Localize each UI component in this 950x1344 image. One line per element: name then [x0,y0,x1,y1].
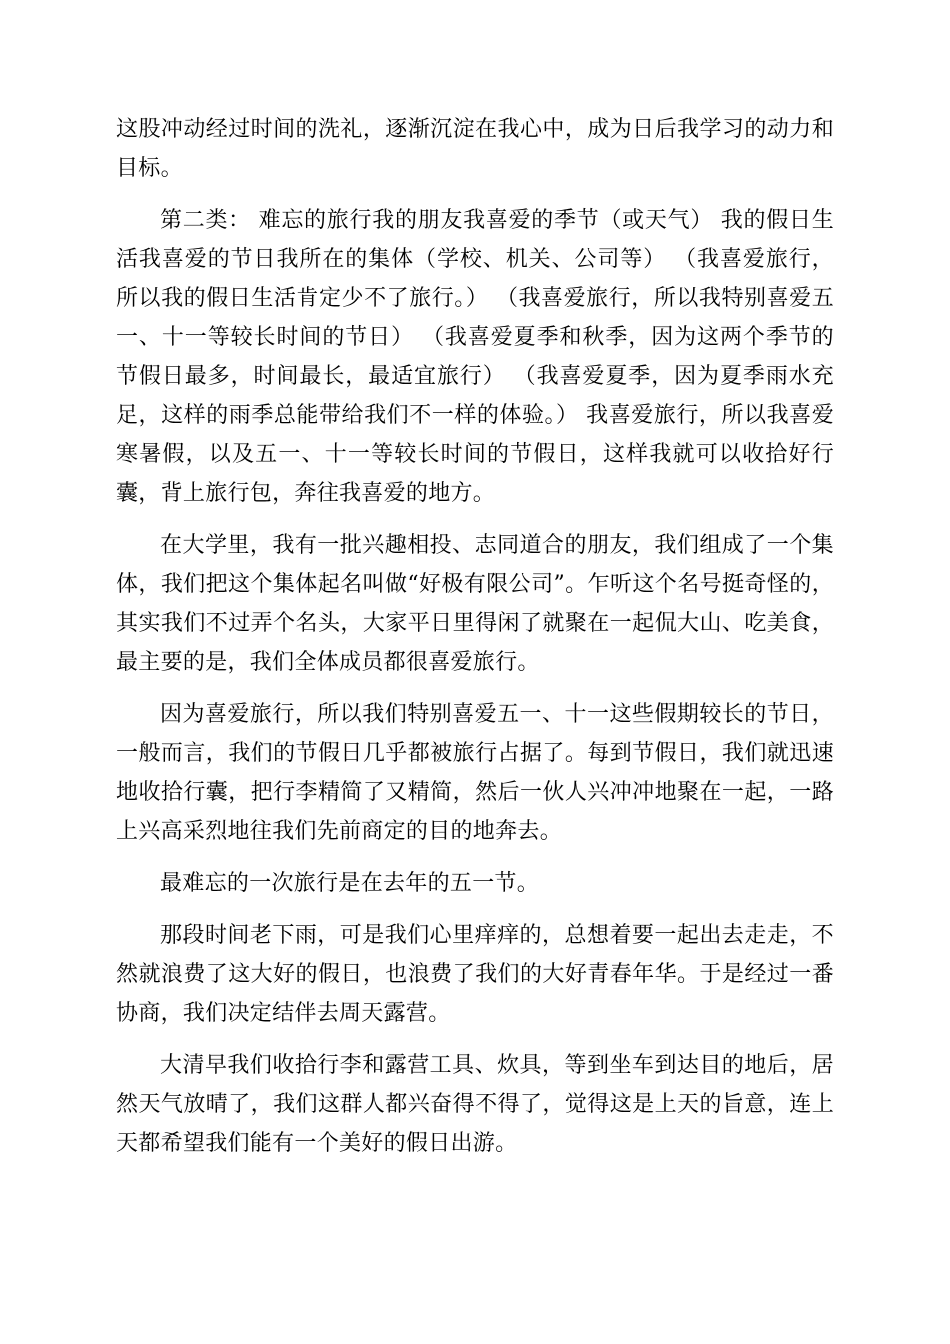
paragraph-3: 在大学里，我有一批兴趣相投、志同道合的朋友，我们组成了一个集体，我们把这个集体起名叫做“好极有限公司”。乍听这个名号挺奇怪的，其实我们不过弄个名头，大家平日里得闲了就聚在一起侃大山、吃美食，最主要的是，我们全体成员都很喜爱旅行。 [116,533,834,675]
paragraph-1: 这股冲动经过时间的洗礼，逐渐沉淀在我心中，成为日后我学习的动力和目标。 [116,117,834,181]
paragraph-5: 最难忘的一次旅行是在去年的五一节。 [160,871,540,896]
paragraph-4: 因为喜爱旅行，所以我们特别喜爱五一、十一这些假期较长的节日，一般而言，我们的节假日几乎都被旅行占据了。每到节假日，我们就迅速地收拾行囊，把行李精简了又精简，然后一伙人兴冲冲地聚在一起，一路上兴高采烈地往我们先前商定的目的地奔去。 [116,702,834,844]
paragraph-7: 大清早我们收拾行李和露营工具、炊具，等到坐车到达目的地后，居然天气放晴了，我们这群人都兴奋得不得了，觉得这是上天的旨意，连上天都希望我们能有一个美好的假日出游。 [116,1053,834,1156]
paragraph-6: 那段时间老下雨，可是我们心里痒痒的，总想着要一起出去走走，不然就浪费了这大好的假日，也浪费了我们的大好青春年华。于是经过一番协商，我们决定结伴去周天露营。 [116,923,834,1026]
paragraph-2: 第二类： 难忘的旅行我的朋友我喜爱的季节（或天气） 我的假日生活我喜爱的节日我所在的集体（学校、机关、公司等） （我喜爱旅行，所以我的假日生活肯定少不了旅行。） （我喜爱旅行，所以我特别喜爱五一、十一等较长时间的节日） （我喜爱夏季和秋季，因为这两个季节的节假日最多，时间最长，最适宜旅行） （我喜爱夏季，因为夏季雨水充足，这样的雨季总能带给我们不一样的体验。） 我喜爱旅行，所以我喜爱寒暑假，以及五一、十一等较长时间的节假日，这样我就可以收拾好行囊，背上旅行包，奔往我喜爱的地方。 [116,208,834,506]
document-body [116,110,834,1176]
